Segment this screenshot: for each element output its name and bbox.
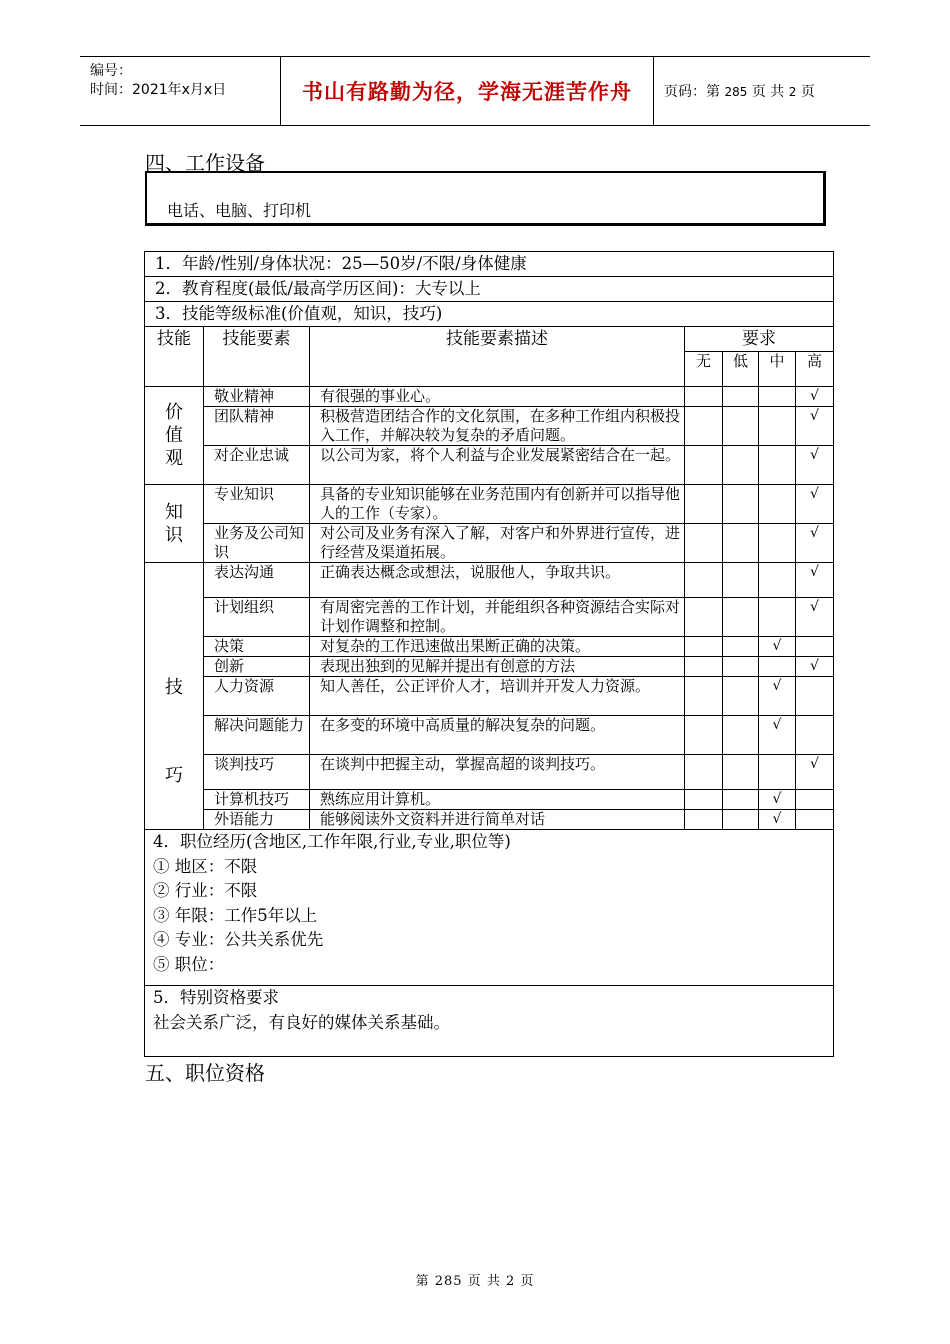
special-qualification-title: 5．特别资格要求 bbox=[153, 988, 279, 1007]
level-none-header: 无 bbox=[685, 352, 723, 387]
header-page-cell bbox=[654, 57, 870, 125]
skill-element: 敬业精神 bbox=[204, 387, 310, 407]
level-cell bbox=[723, 524, 759, 563]
header-meta-cell bbox=[80, 57, 281, 125]
skill-row bbox=[145, 446, 834, 485]
skill-description: 有周密完善的工作计划，并能组织各种资源结合实际对计划作调整和控制。 bbox=[310, 598, 685, 637]
header-page-info: 页码：第 285 页 共 2 页 bbox=[664, 84, 815, 100]
level-cell bbox=[685, 407, 723, 446]
skill-row bbox=[145, 407, 834, 446]
skill-description: 对公司及业务有深入了解，对客户和外界进行宣传，进行经营及渠道拓展。 bbox=[310, 524, 685, 563]
level-cell bbox=[796, 810, 834, 830]
level-cell bbox=[759, 485, 796, 524]
experience-cell bbox=[145, 830, 834, 986]
special-qualification-text: 社会关系广泛，有良好的媒体关系基础。 bbox=[153, 1012, 450, 1032]
section-4-title: 四、工作设备 bbox=[145, 151, 265, 175]
level-check-mark: √ bbox=[759, 637, 796, 657]
skill-row bbox=[145, 387, 834, 407]
level-mid-header: 中 bbox=[759, 352, 796, 387]
skill-description: 在谈判中把握主动，掌握高超的谈判技巧。 bbox=[310, 755, 685, 790]
level-check-mark: √ bbox=[796, 657, 834, 677]
level-cell bbox=[796, 637, 834, 657]
skill-description: 以公司为家，将个人利益与企业发展紧密结合在一起。 bbox=[310, 446, 685, 485]
level-check-mark: √ bbox=[796, 446, 834, 485]
education-text: 2．教育程度(最低/最高学历区间)：大专以上 bbox=[145, 277, 834, 302]
level-check-mark: √ bbox=[796, 485, 834, 524]
level-check-mark: √ bbox=[759, 677, 796, 716]
level-cell bbox=[723, 485, 759, 524]
level-cell bbox=[685, 810, 723, 830]
skill-row bbox=[145, 755, 834, 790]
level-cell bbox=[685, 790, 723, 810]
level-cell bbox=[723, 716, 759, 755]
level-cell bbox=[685, 446, 723, 485]
level-cell bbox=[685, 563, 723, 598]
experience-item: ④ 专业：公共关系优先 bbox=[153, 930, 324, 949]
skill-element: 表达沟通 bbox=[204, 563, 310, 598]
level-cell bbox=[759, 598, 796, 637]
level-cell bbox=[759, 524, 796, 563]
level-cell bbox=[685, 524, 723, 563]
skill-header-row-1 bbox=[145, 327, 834, 352]
level-check-mark: √ bbox=[796, 387, 834, 407]
level-cell bbox=[759, 563, 796, 598]
level-cell bbox=[685, 598, 723, 637]
skill-row bbox=[145, 485, 834, 524]
level-cell bbox=[723, 637, 759, 657]
level-cell bbox=[685, 755, 723, 790]
skill-description: 正确表达概念或想法，说服他人，争取共识。 bbox=[310, 563, 685, 598]
level-cell bbox=[685, 657, 723, 677]
col-description-header: 技能要素描述 bbox=[310, 327, 685, 387]
page-header bbox=[80, 56, 870, 126]
level-high-header: 高 bbox=[796, 352, 834, 387]
special-qualification-cell bbox=[145, 986, 834, 1057]
qualification-table bbox=[144, 251, 834, 1057]
skill-description: 具备的专业知识能够在业务范围内有创新并可以指导他人的工作（专家）。 bbox=[310, 485, 685, 524]
skill-row bbox=[145, 563, 834, 598]
skill-element: 解决问题能力 bbox=[204, 716, 310, 755]
col-element-header: 技能要素 bbox=[204, 327, 310, 387]
skill-element: 专业知识 bbox=[204, 485, 310, 524]
level-cell bbox=[759, 387, 796, 407]
experience-item: ② 行业：不限 bbox=[153, 881, 258, 900]
level-check-mark: √ bbox=[796, 524, 834, 563]
col-skill-header: 技能 bbox=[145, 327, 204, 387]
level-low-header: 低 bbox=[723, 352, 759, 387]
skill-element: 决策 bbox=[204, 637, 310, 657]
skill-description: 表现出独到的见解并提出有创意的方法 bbox=[310, 657, 685, 677]
category-skills: 技 巧 bbox=[145, 563, 204, 830]
skill-row bbox=[145, 524, 834, 563]
skill-row bbox=[145, 598, 834, 637]
level-cell bbox=[685, 485, 723, 524]
skill-description: 熟练应用计算机。 bbox=[310, 790, 685, 810]
level-cell bbox=[685, 677, 723, 716]
skill-row bbox=[145, 790, 834, 810]
level-cell bbox=[796, 677, 834, 716]
age-text: 1．年龄/性别/身体状况：25—50岁/不限/身体健康 bbox=[145, 252, 834, 277]
level-cell bbox=[723, 387, 759, 407]
special-qualification-row bbox=[145, 986, 834, 1057]
experience-row bbox=[145, 830, 834, 986]
equipment-text: 电话、电脑、打印机 bbox=[167, 201, 312, 220]
skill-element: 计算机技巧 bbox=[204, 790, 310, 810]
level-cell bbox=[723, 810, 759, 830]
skill-row bbox=[145, 637, 834, 657]
level-cell bbox=[723, 598, 759, 637]
col-requirement-header: 要求 bbox=[685, 327, 834, 352]
level-cell bbox=[685, 387, 723, 407]
skill-standard-row bbox=[145, 302, 834, 327]
skill-element: 对企业忠诚 bbox=[204, 446, 310, 485]
experience-title: 4．职位经历(含地区,工作年限,行业,专业,职位等) bbox=[153, 832, 511, 851]
skill-description: 积极营造团结合作的文化氛围，在多种工作组内积极投入工作，并解决较为复杂的矛盾问题。 bbox=[310, 407, 685, 446]
level-cell bbox=[685, 637, 723, 657]
skill-standard-text: 3．技能等级标准(价值观，知识，技巧) bbox=[145, 302, 834, 327]
skill-element: 团队精神 bbox=[204, 407, 310, 446]
skill-row bbox=[145, 810, 834, 830]
age-row bbox=[145, 252, 834, 277]
skill-element: 人力资源 bbox=[204, 677, 310, 716]
level-cell bbox=[723, 677, 759, 716]
level-check-mark: √ bbox=[759, 790, 796, 810]
doc-number-label: 编号： bbox=[90, 63, 132, 79]
skill-description: 有很强的事业心。 bbox=[310, 387, 685, 407]
header-motto-cell bbox=[281, 57, 654, 125]
doc-time-label: 时间：2021年x月x日 bbox=[90, 82, 227, 98]
level-check-mark: √ bbox=[796, 755, 834, 790]
page-footer: 第 285 页 共 2 页 bbox=[415, 1274, 535, 1289]
skill-description: 知人善任，公正评价人才，培训并开发人力资源。 bbox=[310, 677, 685, 716]
level-cell bbox=[759, 446, 796, 485]
header-motto: 书山有路勤为径，学海无涯苦作舟 bbox=[302, 80, 632, 104]
skill-description: 在多变的环境中高质量的解决复杂的问题。 bbox=[310, 716, 685, 755]
skill-row bbox=[145, 716, 834, 755]
level-check-mark: √ bbox=[796, 563, 834, 598]
level-cell bbox=[723, 446, 759, 485]
level-cell bbox=[723, 657, 759, 677]
level-cell bbox=[796, 790, 834, 810]
level-cell bbox=[723, 755, 759, 790]
level-check-mark: √ bbox=[759, 716, 796, 755]
section-5-title: 五、职位资格 bbox=[145, 1061, 265, 1085]
experience-item: ① 地区：不限 bbox=[153, 856, 258, 876]
equipment-box bbox=[145, 171, 826, 226]
level-cell bbox=[723, 563, 759, 598]
level-cell bbox=[759, 657, 796, 677]
skill-row bbox=[145, 657, 834, 677]
skill-description: 能够阅读外文资料并进行简单对话 bbox=[310, 810, 685, 830]
level-cell bbox=[685, 716, 723, 755]
level-cell bbox=[723, 790, 759, 810]
level-cell bbox=[796, 716, 834, 755]
skill-element: 创新 bbox=[204, 657, 310, 677]
level-check-mark: √ bbox=[796, 598, 834, 637]
category-knowledge: 知识 bbox=[145, 485, 204, 563]
experience-item: ⑤ 职位： bbox=[153, 954, 225, 974]
level-cell bbox=[759, 407, 796, 446]
category-values: 价值观 bbox=[145, 387, 204, 485]
skill-element: 谈判技巧 bbox=[204, 755, 310, 790]
skill-element: 业务及公司知识 bbox=[204, 524, 310, 563]
level-cell bbox=[759, 755, 796, 790]
education-row bbox=[145, 277, 834, 302]
level-check-mark: √ bbox=[759, 810, 796, 830]
skill-row bbox=[145, 677, 834, 716]
experience-item: ③ 年限：工作5年以上 bbox=[153, 905, 318, 925]
level-check-mark: √ bbox=[796, 407, 834, 446]
level-cell bbox=[723, 407, 759, 446]
skill-element: 外语能力 bbox=[204, 810, 310, 830]
skill-description: 对复杂的工作迅速做出果断正确的决策。 bbox=[310, 637, 685, 657]
skill-element: 计划组织 bbox=[204, 598, 310, 637]
